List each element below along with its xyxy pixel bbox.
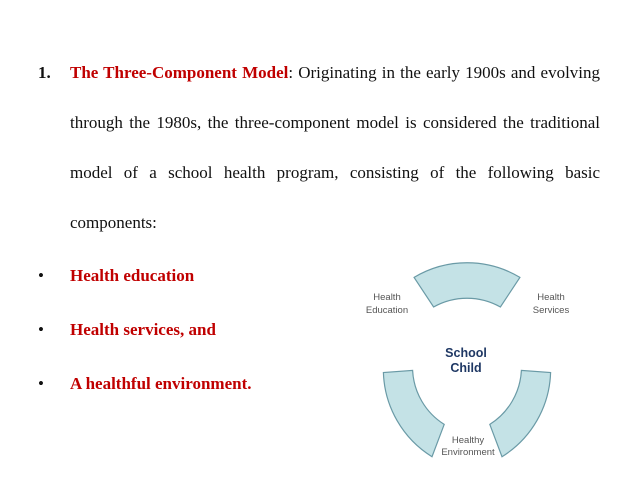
bullet-health-education (38, 264, 194, 288)
segment-left (383, 370, 444, 456)
label-health-education-1: Health (373, 292, 401, 303)
bullet-healthful-environment (38, 372, 252, 396)
title-colon: : (288, 63, 294, 82)
bullet-symbol: • (38, 374, 44, 393)
bullet-text: Health services, and (70, 320, 216, 339)
label-health-services-2: Services (532, 305, 570, 316)
segment-right (490, 370, 551, 456)
bullet-symbol: • (38, 266, 44, 285)
three-component-diagram (340, 252, 590, 474)
item-number: 1. (38, 63, 51, 82)
bullet-health-services (38, 318, 216, 342)
bullet-text: Health education (70, 266, 195, 285)
model-description (38, 48, 600, 248)
label-healthy-environment-1: Healthy (451, 435, 485, 446)
label-health-education-2: Education (365, 305, 409, 316)
model-title: The Three-Component Model (70, 63, 289, 82)
bullet-symbol: • (38, 320, 44, 339)
model-text: Originating in the early 1900s and evolving through the 1980s, the three-component model is considered the traditional model of a school health program, consisting of the following basic components: (70, 63, 601, 232)
center-label-child: Child (450, 361, 482, 375)
center-label-school: School (445, 346, 487, 360)
cycle-diagram-svg (340, 252, 590, 474)
bullet-text: A healthful environment. (70, 374, 252, 393)
segment-top (414, 263, 520, 307)
label-healthy-environment-2: Environment (441, 447, 495, 458)
label-health-services-1: Health (537, 292, 565, 303)
